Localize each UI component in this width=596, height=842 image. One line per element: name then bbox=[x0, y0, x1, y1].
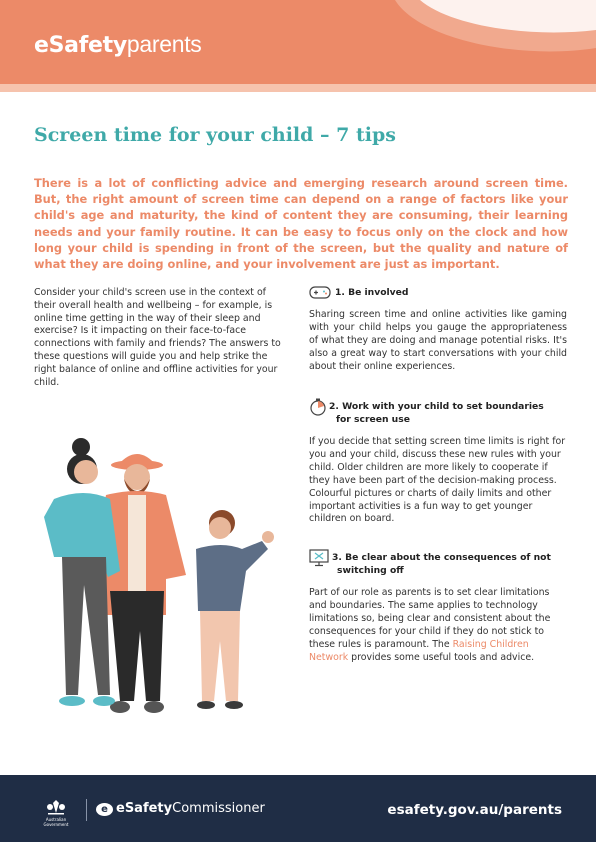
esafety-e-icon: e bbox=[96, 803, 113, 816]
tip-3-heading bbox=[332, 552, 551, 577]
brand-light: parents bbox=[126, 31, 202, 57]
tip-3-body-after: provides some useful tools and advice. bbox=[348, 651, 535, 663]
esafety-parents-logo[interactable] bbox=[34, 31, 202, 58]
header-banner bbox=[0, 0, 596, 84]
tip-1-heading: 1. Be involved bbox=[335, 287, 409, 298]
stopwatch-icon bbox=[309, 398, 327, 416]
footer bbox=[0, 775, 596, 842]
tip-2-heading-line1: 2. Work with your child to set boundaries bbox=[329, 401, 544, 412]
raising-children-network-link[interactable]: Raising Children Network bbox=[309, 638, 529, 663]
govt-label: Australian Government bbox=[43, 817, 69, 827]
tip-3-body-before: Part of our role as parents is to set clear limitations and boundaries. The same applies to technology limitations so, being clear and consistent about the consequences for your child if they do not stick to these rules is paramount. The bbox=[309, 587, 551, 650]
tip-3-heading-line1: 3. Be clear about the consequences of not bbox=[332, 552, 551, 563]
tip-2-body: If you decide that setting screen time limits is right for you and your child, discuss these new rules with your child. Older children are more likely to cooperate if they have been part of the decision-making process. Colourful pictures or charts of daily limits and other important activities is a fun way to get younger children on board. bbox=[309, 436, 566, 525]
tip-3-heading-line2: switching off bbox=[337, 564, 404, 576]
left-paragraph: Consider your child's screen use in the context of their overall health and wellbeing – for example, is online time getting in the way of their sleep and exercise? Is it impacting on their face-to-face connections with family and friends? The answers to these questions will guide you and help strike the right balance of online and offline activities for your child. bbox=[34, 287, 281, 388]
footer-divider bbox=[86, 799, 87, 821]
gamepad-icon bbox=[309, 284, 331, 300]
commissioner-light: Commissioner bbox=[172, 801, 265, 816]
intro-paragraph: There is a lot of conflicting advice and emerging research around screen time. But, the right amount of screen time can depend on a range of factors like your child's age and maturity, the kind of content they are consuming, their learning needs and your family routine. It can be easy to focus only on the clock and how long your child is spending in front of the screen, but the quality and nature of what they are doing online, and your involvement are just as important. bbox=[34, 176, 568, 272]
tip-2-heading bbox=[329, 401, 544, 426]
monitor-off-icon bbox=[309, 549, 329, 567]
page-title: Screen time for your child – 7 tips bbox=[34, 124, 396, 146]
footer-url-link[interactable]: esafety.gov.au/parents bbox=[387, 802, 562, 818]
commissioner-bold: eSafety bbox=[116, 801, 173, 816]
esafety-commissioner-logo[interactable] bbox=[96, 801, 265, 816]
header-strip bbox=[0, 84, 596, 92]
tip-3-body bbox=[309, 587, 567, 664]
family-illustration bbox=[36, 425, 296, 725]
coat-of-arms-icon bbox=[45, 798, 67, 816]
brand-bold: eSafety bbox=[34, 33, 127, 58]
australian-government-logo bbox=[34, 798, 78, 827]
tip-1-body: Sharing screen time and online activities like gaming with your child helps you gauge the appropriateness of what they are doing and manage potential risks. It's also a great way to start conversations with your child about their online experiences. bbox=[309, 309, 567, 372]
tip-2-heading-line2: for screen use bbox=[336, 413, 410, 425]
